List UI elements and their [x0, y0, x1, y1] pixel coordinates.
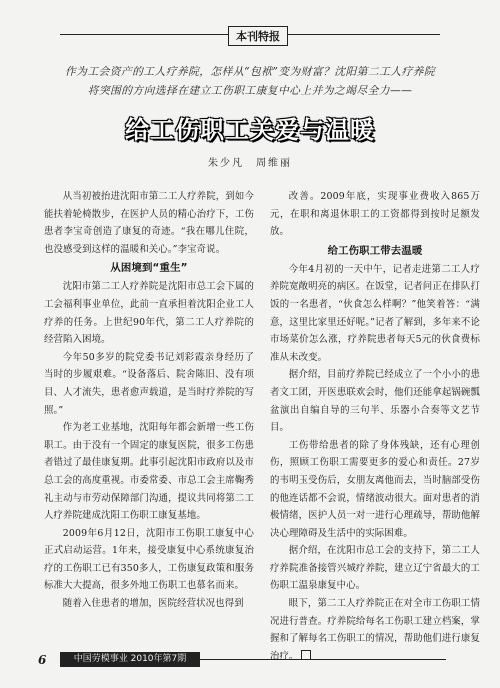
- section-heading: 从困境到“重生”: [110, 262, 188, 275]
- paragraph: 据介绍，目前疗养院已经成立了一个小小的患者文工团，开医患联欢会时，他们还能拿起锅碗瓢盆演出自编自导的三句半、乐器小合奏等文艺节目。: [270, 369, 480, 434]
- paragraph: 改善。2009年底，实现事业费收入865万元，在职和离退休职工的工资都得到按时足额发放。: [270, 191, 480, 238]
- paragraph-text: 眼下，第二工人疗养院正在对全市工伤职工情况进行普查。疗养院给每名工伤职工建立档案，掌握和了解每名工伤职工的情况，帮助他们进行康复治疗。: [270, 598, 480, 662]
- article-author: 朱少凡 周维丽: [208, 158, 292, 169]
- publication-footer: 中国劳模事业 2010年第7期: [60, 652, 200, 667]
- section-tag: 本刊特报: [228, 26, 288, 46]
- paragraph: 今年50多岁的院党委书记刘彩霞亲身经历了当时的步履艰难。“设备落后、院舍陈旧、没有项目、人才流失，患者愈声载道，是当时疗养院的写照。”: [44, 351, 254, 416]
- article-title: 给工伤职工关爱与温暖: [125, 116, 375, 144]
- article-lede: 作为工会资产的工人疗养院，怎样从“包袱”变为财富？沈阳第二工人疗养院将突围的方向选择在建立工伤职工康复中心上并为之竭尽全力——: [64, 65, 436, 97]
- paragraph: 从当初被抬进沈阳市第二工人疗养院，到如今能扶着轮椅散步，在医护人员的精心治疗下，工伤患者李宝奇创造了康复的奇迹。“我在哪儿住院，也没感受到这样的温暖和关心。”李宝奇说。: [44, 191, 254, 255]
- page-number: 6: [38, 653, 47, 667]
- section-heading: 给工伤职工带去温暖: [327, 244, 423, 257]
- paragraph: 据介绍，在沈阳市总工会的支持下，第二工人疗养院准备接管兴城疗养院，建立辽宁省最大的工伤职工温泉康复中心。: [270, 545, 480, 592]
- paragraph: 2009年6月12日，沈阳市工伤职工康复中心正式启动运营。1年来，接受康复中心系统康复治疗的工伤职工已有350多人，工伤康复政策和服务标准大大提高，很多外地工伤职工也慕名而来。: [44, 527, 254, 592]
- left-column: [44, 188, 254, 613]
- paragraph: [270, 595, 480, 665]
- paragraph: 作为老工业基地，沈阳每年都会新增一些工伤职工。由于没有一个固定的康复医院，很多工伤患者错过了最佳康复期。此事引起沈阳市政府以及市总工会的高度重视。市委常委、市总工会主席鞠秀礼主动与市劳动保障部门沟通，提议共同将第二工人疗养院建成沈阳工伤职工康复基地。: [44, 422, 254, 522]
- paragraph: 今年4月初的一天中午，记者走进第二工人疗养院宽敞明亮的病区。在饭堂，记者问正在排队打饭的一名患者，“伙食怎么样啊？”他笑着答：“满意，这里比家里还好呢。”记者了解到，多年来不论市场菜价怎么涨，疗养院患者每天5元的伙食费标准从未改变。: [270, 263, 480, 363]
- paragraph: 随着入住患者的增加，医院经营状况也得到: [62, 598, 244, 610]
- paragraph: 沈阳市第二工人疗养院是沈阳市总工会下属的工会福利事业单位，此前一直承担着沈阳企业工人疗养的任务。上世纪90年代，第二工人疗养院的经营陷入困境。: [44, 281, 254, 346]
- footer-rule: [200, 659, 446, 660]
- right-column: [270, 188, 480, 665]
- paragraph: 工伤带给患者的除了身体残缺，还有心理创伤，照顾工伤职工需要更多的爱心和责任。27岁的韦明玉受伤后，女朋友离他而去，当时脑部受伤的他连话都不会说，情绪波动很大。面对患者的消极情绪，医护人员一对一进行心理疏导，帮助他解决心理障碍及生活中的实际困难。: [270, 439, 480, 539]
